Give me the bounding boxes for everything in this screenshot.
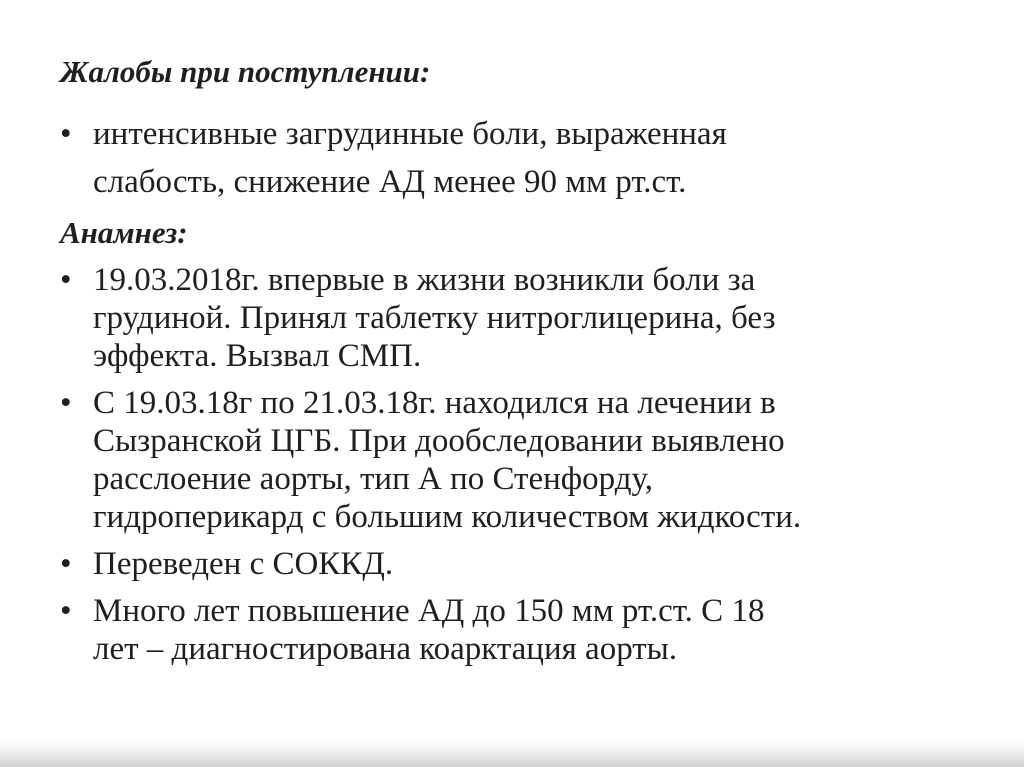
bullet-icon: •	[60, 593, 72, 629]
bullet-icon: •	[60, 546, 72, 582]
bullet-text-line: слабость, снижение АД менее 90 мм рт.ст.	[93, 164, 687, 200]
bullet-icon: •	[60, 262, 72, 298]
bullet-item	[60, 384, 801, 536]
complaints-list	[60, 110, 727, 206]
bullet-text-line: 19.03.2018г. впервые в жизни возникли боли за	[93, 262, 756, 298]
bullet-text-line: грудиной. Принял таблетку нитроглицерина, без	[93, 300, 776, 336]
bullet-text-line: гидроперикард с большим количеством жидкости.	[93, 499, 802, 535]
bullet-item	[60, 545, 801, 583]
bullet-text-line: лет – диагностирована коарктация аорты.	[93, 631, 678, 667]
bullet-text-line: расслоение аорты, тип А по Стенфорду,	[93, 461, 653, 497]
bullet-text-line: эффекта. Вызвал СМП.	[93, 338, 422, 374]
complaints-heading: Жалобы при поступлении:	[60, 54, 431, 89]
bullet-icon: •	[60, 385, 72, 421]
bullet-text-line: интенсивные загрудинные боли, выраженная	[93, 116, 727, 152]
bullet-text-line: С 19.03.18г по 21.03.18г. находился на лечении в	[93, 385, 776, 421]
bullet-item	[60, 592, 801, 668]
bullet-item	[60, 261, 801, 375]
anamnesis-heading: Анамнез:	[60, 215, 188, 250]
anamnesis-list	[60, 261, 801, 677]
slide-bottom-shadow	[0, 741, 1024, 767]
bullet-icon: •	[60, 116, 72, 152]
bullet-text-line: Сызранской ЦГБ. При дообследовании выявлено	[93, 423, 785, 459]
bullet-text-line: Много лет повышение АД до 150 мм рт.ст. С 18	[93, 593, 765, 629]
bullet-text-line: Переведен с СОККД.	[93, 546, 394, 582]
bullet-item	[60, 110, 727, 206]
